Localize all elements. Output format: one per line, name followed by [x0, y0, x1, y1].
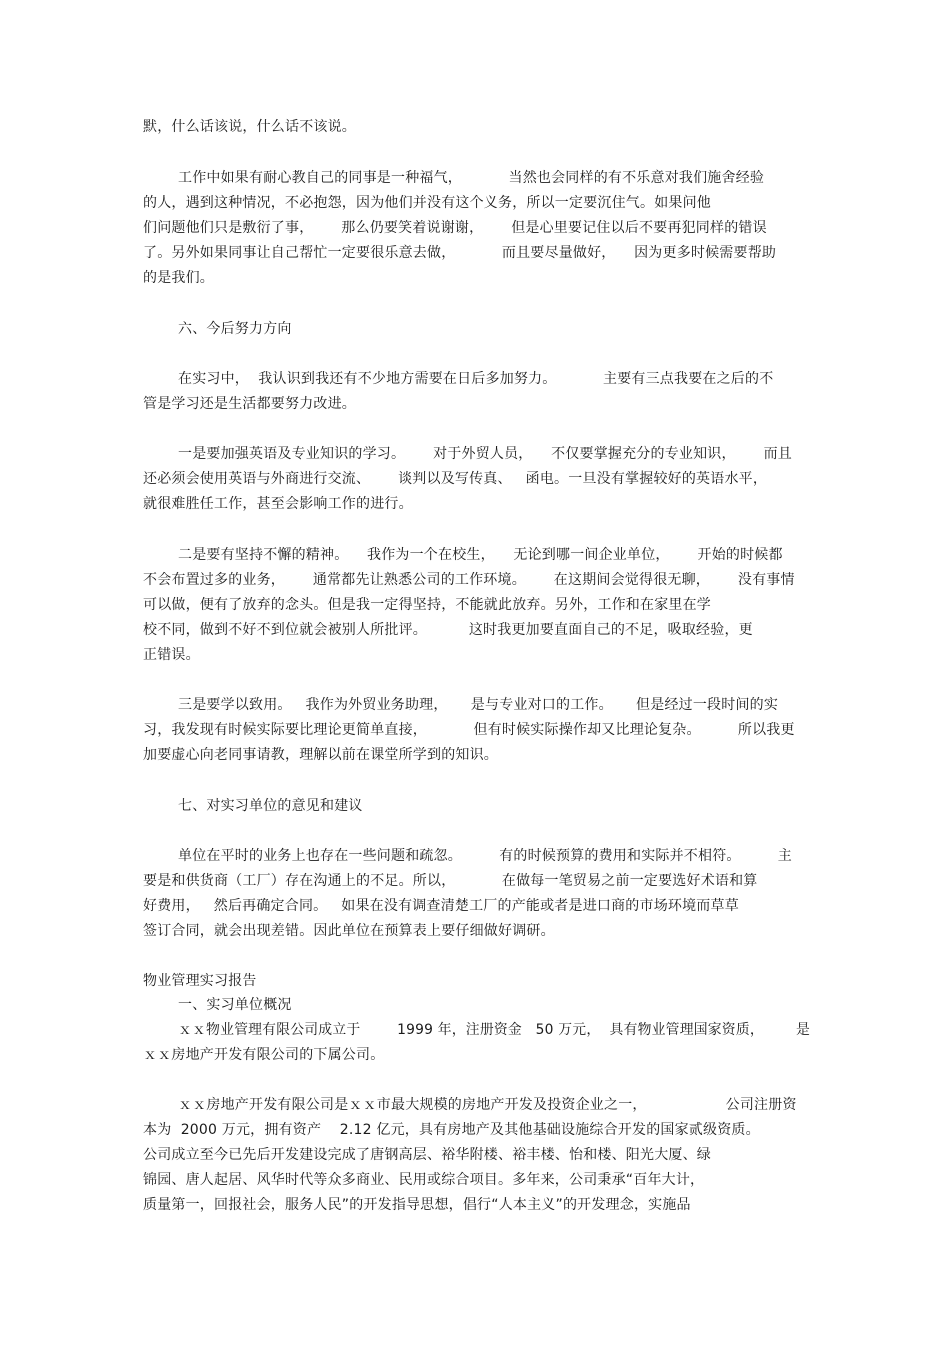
text-line: 签订合同，就会出现差错。因此单位在预算表上要仔细做好调研。: [143, 923, 555, 939]
text-line: 习，我发现有时候实际要比理论更简单直接， 但有时候实际操作却又比理论复杂。 所以我更: [143, 722, 795, 738]
text-line: 要是和供货商（工厂）存在沟通上的不足。所以， 在做每一笔贸易之前一定要选好术语和算: [143, 873, 758, 889]
text-line: 的是我们。: [143, 270, 214, 286]
text-line: 一是要加强英语及专业知识的学习。 对于外贸人员， 不仅要掌握充分的专业知识， 而且: [178, 446, 793, 462]
text-line: ｘｘ房地产开发有限公司的下属公司。: [143, 1047, 385, 1063]
text-line: 校不同，做到不好不到位就会被别人所批评。 这时我更加要直面自己的不足，吸取经验，更: [143, 622, 753, 638]
text-line: ｘｘ物业管理有限公司成立于 1999 年，注册资金 50 万元， 具有物业管理国家资质， 是: [178, 1022, 811, 1038]
text-line: 锦园、唐人起居、风华时代等众多商业、民用或综合项目。多年来，公司秉承“百年大计，: [143, 1172, 705, 1188]
text-line: 可以做，便有了放弃的念头。但是我一定得坚持，不能就此放弃。另外，工作和在家里在学: [143, 597, 711, 613]
text-line: 管是学习还是生活都要努力改进。: [143, 396, 356, 412]
text-line: 本为 2000 万元，拥有资产 2.12 亿元，具有房地产及其他基础设施综合开发的国家贰级资质。: [143, 1122, 760, 1138]
text-line: 在实习中， 我认识到我还有不少地方需要在日后多加努力。 主要有三点我要在之后的不: [178, 371, 774, 387]
text-line: 就很难胜任工作，甚至会影响工作的进行。: [143, 496, 413, 512]
text-line: 正错误。: [143, 647, 200, 663]
section-heading: 七、对实习单位的意见和建议: [178, 798, 363, 814]
text-line: 了。另外如果同事让自己帮忙一定要很乐意去做， 而且要尽量做好， 因为更多时候需要帮助: [143, 245, 777, 261]
text-line: 默，什么话该说，什么话不该说。: [143, 119, 356, 135]
text-line: 三是要学以致用。 我作为外贸业务助理， 是与专业对口的工作。 但是经过一段时间的实: [178, 697, 779, 713]
text-line: 加要虚心向老同事请教，理解以前在课堂所学到的知识。: [143, 747, 498, 763]
text-line: 们问题他们只是敷衍了事， 那么仍要笑着说谢谢， 但是心里要记住以后不要再犯同样的错误: [143, 220, 767, 236]
text-line: 好费用， 然后再确定合同。 如果在没有调查清楚工厂的产能或者是进口商的市场环境而草草: [143, 898, 739, 914]
text-line: 公司成立至今已先后开发建设完成了唐钢高层、裕华附楼、裕丰楼、怡和楼、阳光大厦、绿: [143, 1147, 711, 1163]
section-heading: 六、今后努力方向: [178, 321, 292, 337]
text-line: 二是要有坚持不懈的精神。 我作为一个在校生， 无论到哪一间企业单位， 开始的时候都: [178, 547, 783, 563]
text-line: 单位在平时的业务上也存在一些问题和疏忽。 有的时候预算的费用和实际并不相符。 主: [178, 848, 793, 864]
text-line: 质量第一，回报社会，服务人民”的开发指导思想，倡行“人本主义”的开发理念，实施品: [143, 1197, 691, 1213]
document-title: 物业管理实习报告: [143, 973, 257, 989]
section-heading: 一、实习单位概况: [178, 997, 292, 1013]
text-line: 的人，遇到这种情况，不必抱怨，因为他们并没有这个义务，所以一定要沉住气。如果问他: [143, 195, 711, 211]
text-line: 不会布置过多的业务， 通常都先让熟悉公司的工作环境。 在这期间会觉得很无聊， 没有事情: [143, 572, 795, 588]
text-line: ｘｘ房地产开发有限公司是ｘｘ市最大规模的房地产开发及投资企业之一， 公司注册资: [178, 1097, 797, 1113]
text-line: 还必须会使用英语与外商进行交流、 谈判以及写传真、 函电。一旦没有掌握较好的英语水平，: [143, 471, 768, 487]
text-line: 工作中如果有耐心教自己的同事是一种福气， 当然也会同样的有不乐意对我们施舍经验: [178, 170, 765, 186]
